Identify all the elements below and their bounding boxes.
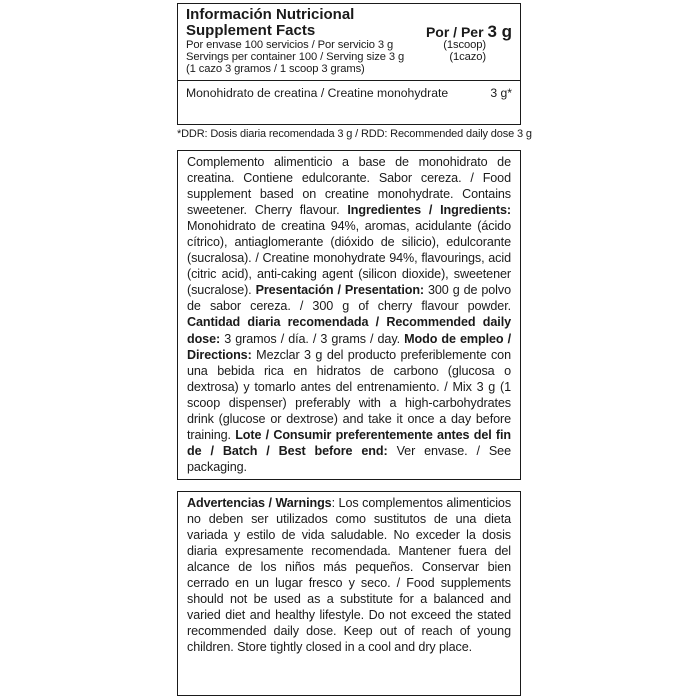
servings-line-2 (178, 51, 520, 63)
lot-label: Lote / Consumir preferentemente antes del fin de / Batch / Best before end: (187, 427, 511, 458)
lot-text: Ver envase. / See packaging. (187, 443, 511, 474)
servings-line-2-right: (1cazo) (449, 51, 486, 63)
warnings-text: : Los complementos alimenticios no deben ser utilizados como sustitutos de una dieta variada y estilo de vida saludable. No exceder la dosis diaria expresamente recomendada. Mantener fuera del alcance de los niños más pequeños. Conservar bien cerrado en un lugar fresco y seco. / Food supplements should not be used as a substitute for a balanced and varied diet and healthy lifestyle. Do not exceed the stated recommended daily dose. Keep out of reach of young children. Store tightly closed in a cool and dry place. (187, 496, 512, 655)
composition-intro: Complemento alimenticio a base de monohidrato de creatina. Contiene edulcorante. Sabor cereza. / Food supplement based on creatine monohydrate. Contains sweetener. Cherry flavour. (187, 155, 511, 218)
warnings-panel (177, 491, 521, 696)
facts-title-en: Supplement Facts (186, 22, 316, 39)
usage-text: Mezclar 3 g del producto preferiblemente con una bebida rica en hidratos de carbono (glucosa o dextrosa) y tomarlo antes del entrenamiento. / Mix 3 g (1 scoop dispenser) preferably with a high-carbohydrates drink (glucose or dextrose) and take it once a day before training. (187, 347, 511, 442)
composition-text (187, 154, 511, 475)
ingredients-label: Ingredientes / Ingredients: (347, 203, 511, 218)
facts-header (178, 4, 520, 39)
per-label: Por / Per (425, 24, 484, 40)
rdd-footnote: *DDR: Dosis diaria recomendada 3 g / RDD: Recommended daily dose 3 g (177, 128, 532, 140)
presentation-label: Presentación / Presentation: (255, 283, 425, 298)
composition-panel (177, 150, 521, 480)
ingredient-label: Monohidrato de creatina / Creatine monohydrate (186, 86, 449, 100)
usage-label: Modo de empleo / Directions: (187, 331, 511, 362)
servings-line-3 (178, 63, 520, 75)
presentation-text: 300 g de polvo de sabor cereza. / 300 g of cherry flavour powder. (187, 283, 511, 314)
warnings-label: Advertencias / Warnings (187, 496, 332, 510)
dose-text: 3 gramos / día. / 3 grams / day. (224, 331, 401, 346)
dose-label: Cantidad diaria recomendada / Recommended daily dose: (187, 315, 511, 346)
warnings-text-block (187, 495, 511, 655)
servings-line-1-right: (1scoop) (443, 39, 486, 51)
ingredient-value: 3 g* (490, 86, 512, 100)
facts-title-es: Información Nutricional (186, 6, 355, 23)
servings-line-2-left: Servings per container 100 / Serving size 3 g (186, 51, 405, 63)
supplement-facts-panel (177, 3, 521, 125)
servings-line-3-left: (1 cazo 3 gramos / 1 scoop 3 grams) (186, 63, 365, 75)
servings-line-1 (178, 39, 520, 51)
ingredient-row (178, 81, 520, 105)
servings-line-1-left: Por envase 100 servicios / Por servicio 3 g (186, 39, 394, 51)
per-amount: 3 g (487, 22, 512, 41)
ingredients-text: Monohidrato de creatina 94%, aromas, acidulante (ácido cítrico), antiaglomerante (dióxido de silicio), edulcorante (sucralosa). / Creatine monohydrate 94%, flavourings, acid (citric acid), anti-caking agent (silicon dioxide), sweetener (sucralose). (187, 219, 511, 298)
